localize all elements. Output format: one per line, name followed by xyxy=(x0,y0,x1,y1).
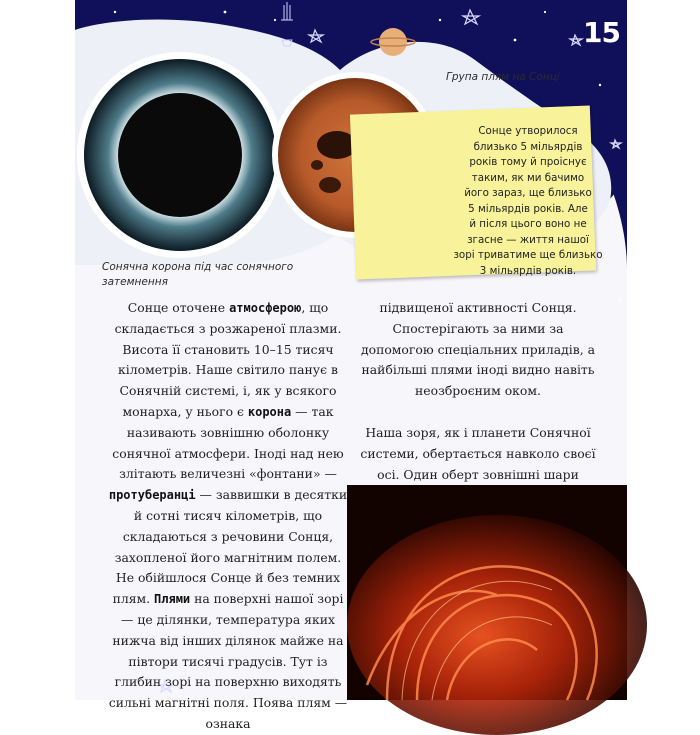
keyword-corona: корона xyxy=(247,404,292,419)
note-line: років тому й проіснує xyxy=(469,156,587,168)
paragraph: Сонце оточене атмосферою, що складається з розжареної плазми. Висота її становить 10–15 тисяч кілометрів. Наше світило панує в Сонячній системі, і, як у всякого монарха, у нього є корона — так називають зовнішню оболонку сонячної атмосфери. Іноді над нею злітають величезні «фонтани» — протуберанці — заввишки в десятки й сотні тисяч кілометрів, що складаються з речовини Сонця, захопленої його магнітним полем. xyxy=(108,300,348,565)
note-line: 5 мільярдів років. Але xyxy=(468,202,588,215)
book-page xyxy=(75,0,627,731)
corona-caption: Сонячна корона під час сонячного затемнення xyxy=(102,261,294,288)
fact-note-text xyxy=(453,124,603,279)
keyword-spots: Плями xyxy=(154,592,191,607)
sunspots-caption: Група плям на Сонці xyxy=(446,71,560,83)
note-line: близько 5 мільярдів xyxy=(473,140,583,153)
note-line: його зараз, ще близько xyxy=(464,187,592,199)
note-line: зорі триватиме ще близько xyxy=(453,249,603,261)
note-line: й після цього воно не xyxy=(469,218,587,230)
note-line: згасне — життя нашої xyxy=(467,233,589,246)
paragraph: Не обійшлося Сонце й без темних плям. Плями на поверхні нашої зорі — це ділянки, температура яких нижча від інших ділянок майже на півтори тисячі градусів. Тут із глибин зорі на поверхню виходять сильні магнітні поля. Поява плям — ознака xyxy=(108,570,348,731)
note-line: 3 мільярдів років. xyxy=(479,264,577,277)
note-line: Сонце утворилося xyxy=(478,125,578,137)
note-line: таким, як ми бачимо xyxy=(471,171,585,184)
keyword-prominences: протуберанці xyxy=(108,488,196,503)
keyword-atmosphere: атмосферою xyxy=(229,301,302,315)
page-number: 15 xyxy=(583,16,620,49)
solar-flare-photo xyxy=(347,485,627,700)
body-column-left xyxy=(108,298,348,735)
paragraph: підвищеної активності Сонця. Спостерігають за ними за допомогою спеціальних приладів, а найбільші плями іноді видно навіть неозброєним оком. xyxy=(360,300,596,399)
paragraph: Наша зоря, як і планети Сонячної системи, обертається навколо своєї осі. Один оберт зовнішні шари xyxy=(360,424,596,482)
